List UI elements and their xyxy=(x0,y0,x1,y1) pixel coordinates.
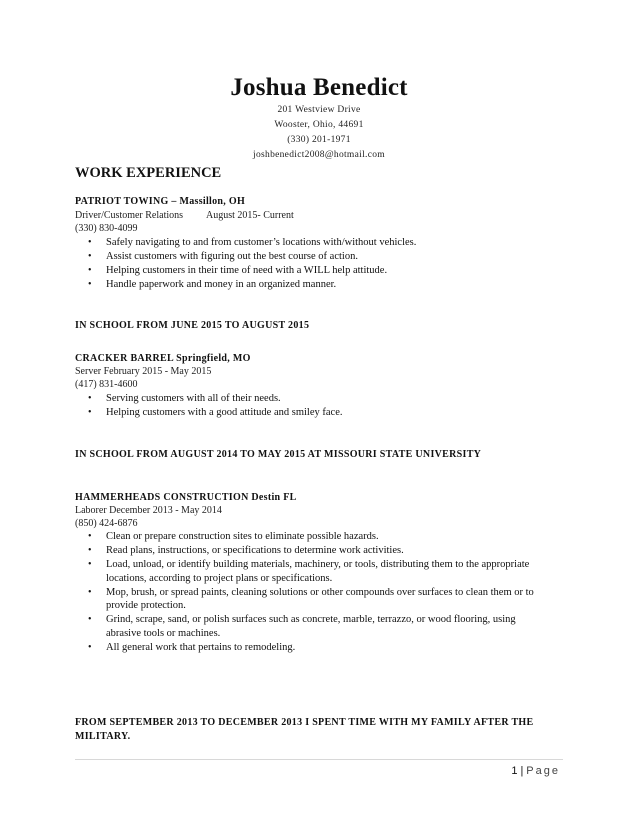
footer-divider xyxy=(75,759,563,760)
job2-phone: (417) 831-4600 xyxy=(75,379,138,390)
list-item: • Helping customers in their time of need with a WILL help attitude. xyxy=(75,264,565,278)
job1-heading: PATRIOT TOWING – Massillon, OH xyxy=(75,196,246,207)
job3-heading: HAMMERHEADS CONSTRUCTION Destin FL xyxy=(75,492,297,503)
city: Wooster, Ohio, 44691 xyxy=(274,120,364,130)
list-item: • Handle paperwork and money in an organized manner. xyxy=(75,278,565,292)
list-item: • Helping customers with a good attitude and smiley face. xyxy=(75,406,565,420)
job2-role-dates: Server February 2015 - May 2015 xyxy=(75,366,212,377)
page-label: Page xyxy=(526,765,560,777)
gap3-heading: FROM SEPTEMBER 2013 TO DECEMBER 2013 I SPENT TIME WITH MY FAMILY AFTER THE MILITARY. xyxy=(75,717,534,742)
job3-role-dates: Laborer December 2013 - May 2014 xyxy=(75,505,222,516)
list-item: • Read plans, instructions, or specifications to determine work activities. xyxy=(75,544,540,558)
section-title: WORK EXPERIENCE xyxy=(75,165,222,181)
page-number: 1 xyxy=(511,765,518,777)
gap1-heading: IN SCHOOL FROM JUNE 2015 TO AUGUST 2015 xyxy=(75,320,310,331)
job1-phone: (330) 830-4099 xyxy=(75,223,138,234)
phone: (330) 201-1971 xyxy=(287,135,351,145)
job3-bullets xyxy=(75,530,540,655)
job2-heading: CRACKER BARREL Springfield, MO xyxy=(75,353,251,364)
job1-role: Driver/Customer Relations xyxy=(75,210,184,221)
list-item: • Serving customers with all of their needs. xyxy=(75,392,565,406)
list-item: • All general work that pertains to remodeling. xyxy=(75,641,540,655)
list-item: • Grind, scrape, sand, or polish surfaces such as concrete, marble, terrazzo, or wood flooring, using abrasive tools or machines. xyxy=(75,613,540,640)
job2-bullets xyxy=(75,392,565,420)
list-item: • Clean or prepare construction sites to eliminate possible hazards. xyxy=(75,530,540,544)
job1-dates: August 2015- Current xyxy=(206,210,294,221)
list-item: • Safely navigating to and from customer’s locations with/without vehicles. xyxy=(75,236,565,250)
list-item: • Load, unload, or identify building materials, machinery, or tools, distributing them to the appropriate locations, according to project plans or specifications. xyxy=(75,558,540,585)
job1-role-line xyxy=(75,210,375,221)
page-footer xyxy=(511,765,560,777)
address: 201 Westview Drive xyxy=(277,105,361,115)
list-item: • Assist customers with figuring out the best course of action. xyxy=(75,250,565,264)
job1-bullets xyxy=(75,236,565,292)
resume-name: Joshua Benedict xyxy=(230,74,408,101)
footer-separator: | xyxy=(520,765,524,777)
job3-phone: (850) 424-6876 xyxy=(75,518,138,529)
gap2-heading: IN SCHOOL FROM AUGUST 2014 TO MAY 2015 AT MISSOURI STATE UNIVERSITY xyxy=(75,449,482,460)
email: joshbenedict2008@hotmail.com xyxy=(253,150,385,160)
list-item: • Mop, brush, or spread paints, cleaning solutions or other compounds over surfaces to clean them or to provide protection. xyxy=(75,586,540,613)
